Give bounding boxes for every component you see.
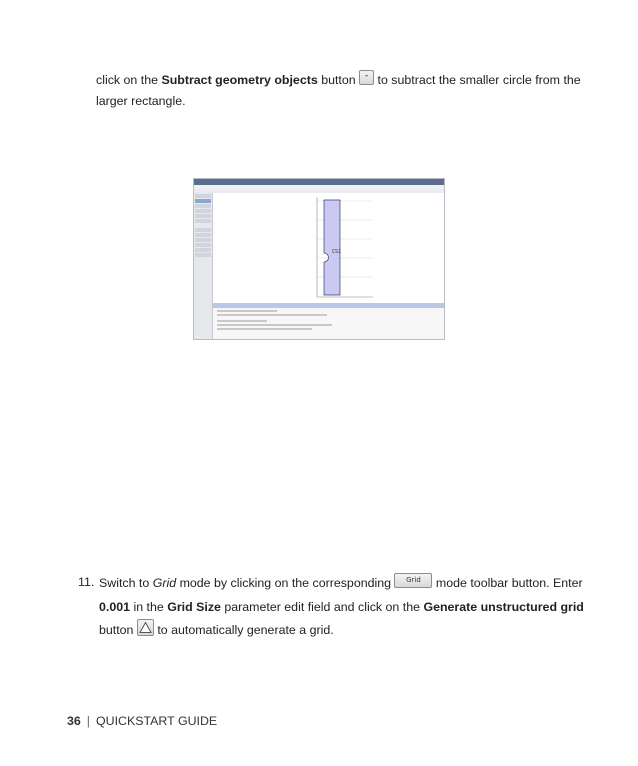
step10-text-2: button xyxy=(317,73,360,87)
step11-italic-grid: Grid xyxy=(152,576,177,590)
grid-mode-button-image: Grid xyxy=(394,573,432,588)
step11-text-1: Switch to xyxy=(99,576,153,590)
screenshot-command-window xyxy=(213,303,445,340)
step11-text-2: mode by clicking on the corresponding xyxy=(176,576,395,590)
footer-title: QUICKSTART GUIDE xyxy=(96,714,218,728)
grid-size-label: Grid Size xyxy=(167,599,221,614)
screenshot-sidebar xyxy=(194,193,213,340)
step10-bold-1: Subtract geometry objects xyxy=(161,73,318,87)
step10-text-3: to subtract the smaller circle from the larger rectangle. xyxy=(96,73,581,108)
step11-paragraph xyxy=(99,572,591,643)
step10-paragraph xyxy=(96,70,586,112)
grid-size-value: 0.001 xyxy=(99,599,131,614)
generate-grid-button-image xyxy=(137,619,154,636)
step11-text-6: button xyxy=(99,623,137,637)
app-screenshot-figure xyxy=(193,178,445,340)
subtracted-rectangle-shape xyxy=(324,200,340,295)
footer-separator: | xyxy=(86,714,91,728)
step11-text-7: to automatically generate a grid. xyxy=(153,623,334,637)
step11-text-4: in the xyxy=(130,599,168,614)
page-footer xyxy=(67,714,217,728)
step11-text-3: mode toolbar button. Enter xyxy=(432,576,583,590)
shape-label: CS1 xyxy=(332,249,342,255)
subtract-geometry-button-image: - xyxy=(359,70,374,85)
triangle-mesh-icon xyxy=(138,620,153,635)
geometry-plot xyxy=(213,193,445,303)
generate-grid-label: Generate unstructured grid xyxy=(423,599,584,614)
page-number: 36 xyxy=(67,714,81,728)
screenshot-plot-area xyxy=(213,193,445,303)
step11-text-5: parameter edit field and click on the xyxy=(220,599,424,614)
step10-text-1: click on the xyxy=(96,73,162,87)
step11-number: 11. xyxy=(78,575,95,589)
